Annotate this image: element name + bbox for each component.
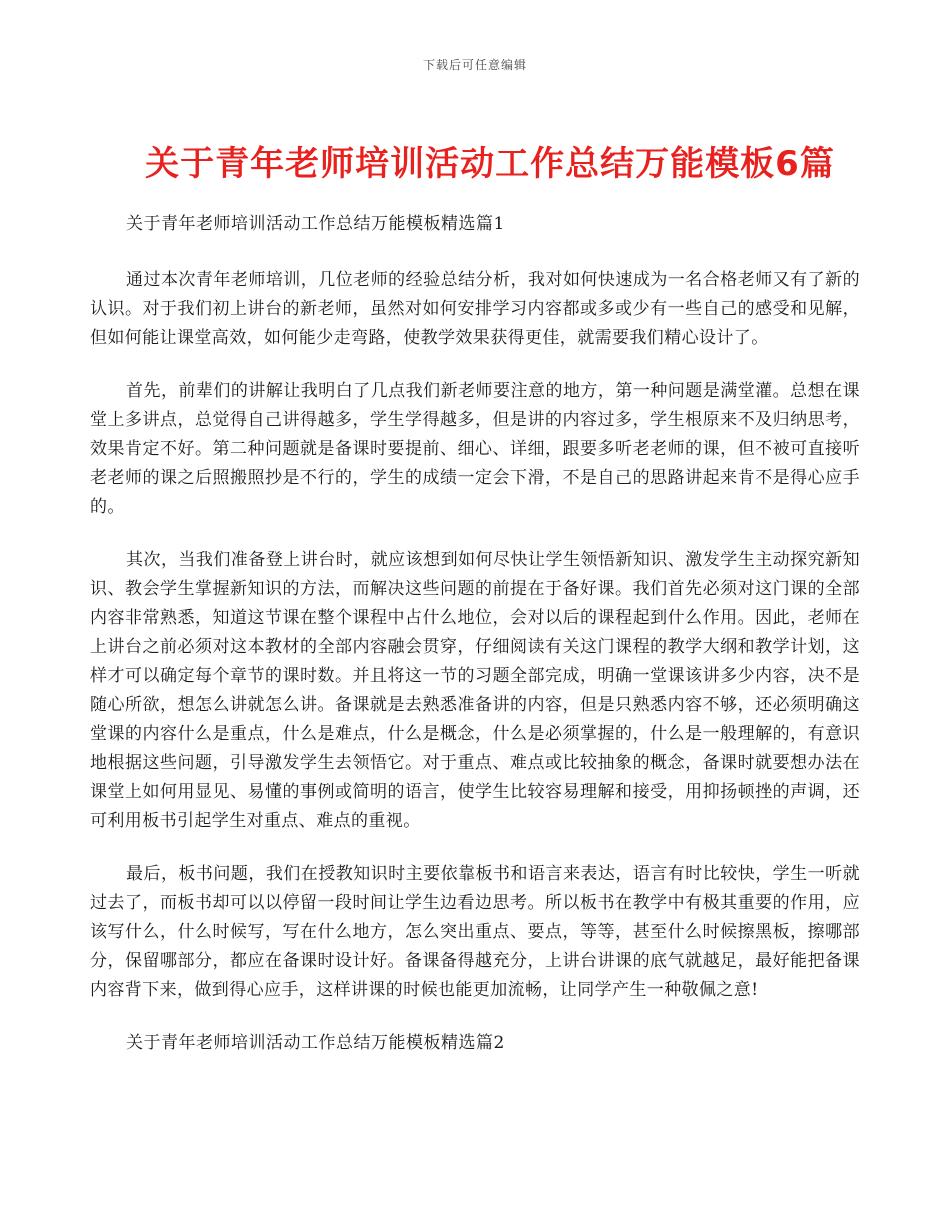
header-note: 下载后可任意编辑 (422, 58, 527, 72)
section-heading-2: 关于青年老师培训活动工作总结万能模板精选篇2 (126, 1033, 505, 1053)
document-title: 关于青年老师培训活动工作总结万能模板6篇 (145, 144, 835, 184)
paragraph: 通过本次青年老师培训，几位老师的经验总结分析，我对如何快速成为一名合格老师又有了新的认识。对于我们初上讲台的新老师，虽然对如何安排学习内容都或多或少有一些自己的感受和见解，但如何能让课堂高效，如何能少走弯路，使教学效果获得更佳，就需要我们精心设计了。 (90, 270, 860, 348)
paragraph: 最后，板书问题，我们在授教知识时主要依靠板书和语言来表达，语言有时比较快，学生一听就过去了，而板书却可以以停留一段时间让学生边看边思考。所以板书在教学中有极其重要的作用，应该写什么，什么时候写，写在什么地方，怎么突出重点、要点，等等，甚至什么时候擦黑板，擦哪部分，保留哪部分，都应在备课时设计好。备课备得越充分，上讲台讲课的底气就越足，最好能把备课内容背下来，做到得心应手，这样讲课的时候也能更加流畅，让同学产生一种敬佩之意! (90, 864, 860, 1000)
document-body (90, 210, 860, 1058)
section-heading-1: 关于青年老师培训活动工作总结万能模板精选篇1 (126, 214, 505, 234)
paragraph: 其次，当我们准备登上讲台时，就应该想到如何尽快让学生领悟新知识、激发学生主动探究新知识、教会学生掌握新知识的方法，而解决这些问题的前提在于备好课。我们首先必须对这门课的全部内容非常熟悉，知道这节课在整个课程中占什么地位，会对以后的课程起到什么作用。因此，老师在上讲台之前必须对这本教材的全部内容融会贯穿，仔细阅读有关这门课程的教学大纲和教学计划，这样才可以确定每个章节的课时数。并且将这一节的习题全部完成，明确一堂课该讲多少内容，决不是随心所欲，想怎么讲就怎么讲。备课就是去熟悉准备讲的内容，但是只熟悉内容不够，还必须明确这堂课的内容什么是重点，什么是难点，什么是概念，什么是必须掌握的，什么是一般理解的，有意识地根据这些问题，引导激发学生去领悟它。对于重点、难点或比较抽象的概念，备课时就要想办法在课堂上如何用显见、易懂的事例或简明的语言，使学生比较容易理解和接受，用抑扬顿挫的声调，还可利用板书引起学生对重点、难点的重视。 (90, 550, 860, 831)
paragraph: 首先，前辈们的讲解让我明白了几点我们新老师要注意的地方，第一种问题是满堂灌。总想在课堂上多讲点，总觉得自己讲得越多，学生学得越多，但是讲的内容过多，学生根原来不及归纳思考，效果肯定不好。第二种问题就是备课时要提前、细心、详细，跟要多听老老师的课，但不被可直接听老老师的课之后照搬照抄是不行的，学生的成绩一定会下滑，不是自己的思路讲起来肯不是得心应手的。 (90, 381, 860, 517)
